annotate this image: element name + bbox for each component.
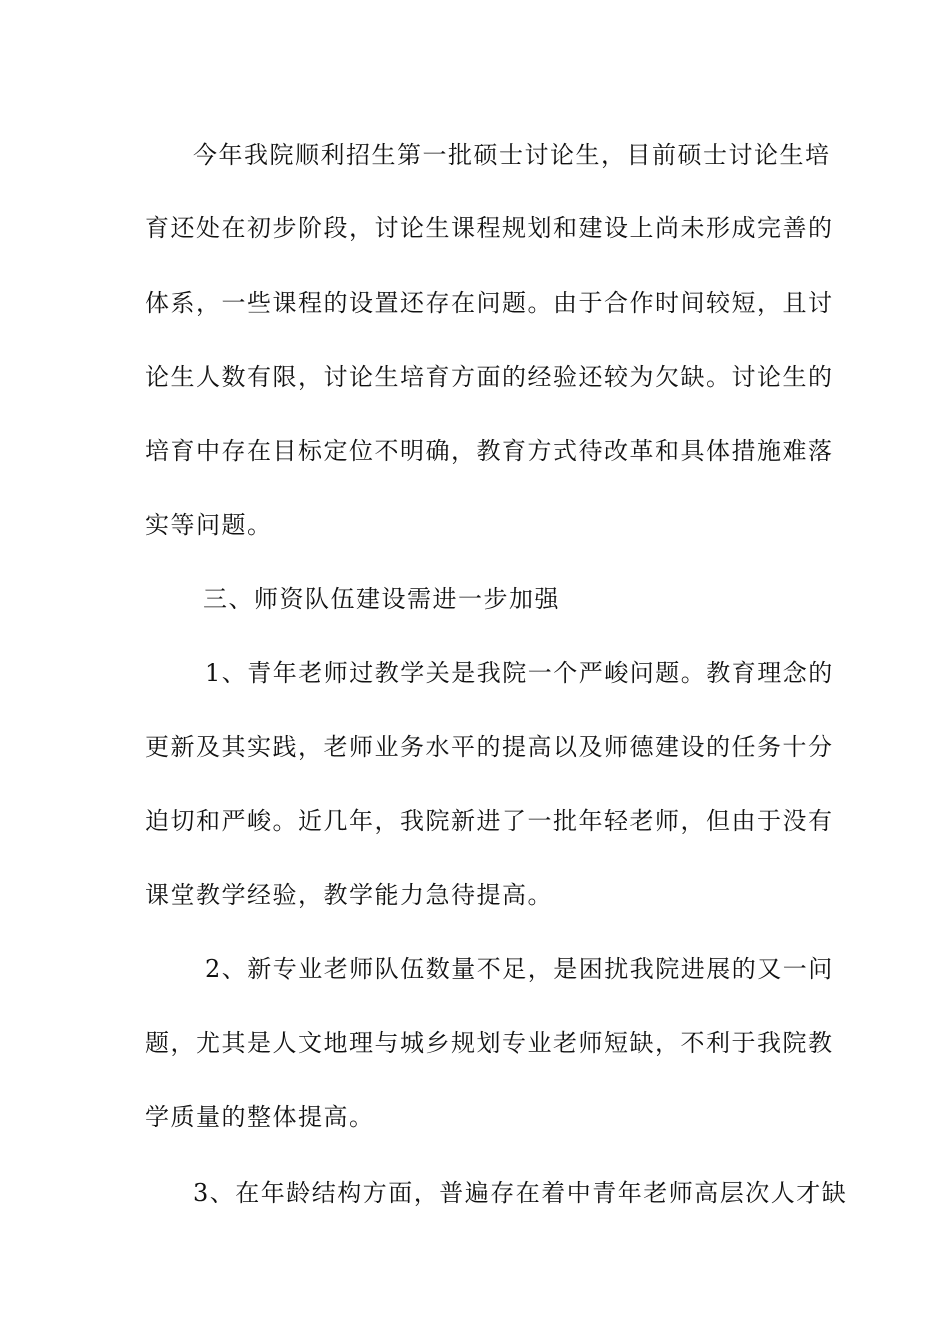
- paragraph-line: 题，尤其是人文地理与城乡规划专业老师短缺，不利于我院教: [145, 1029, 834, 1057]
- paragraph-line: 1、青年老师过教学关是我院一个严峻问题。教育理念的: [205, 659, 834, 687]
- paragraph-line: 课堂教学经验，教学能力急待提高。: [145, 881, 553, 909]
- paragraph-line: 2、新专业老师队伍数量不足，是困扰我院进展的又一问: [205, 955, 834, 983]
- paragraph-line: 实等问题。: [145, 511, 273, 539]
- paragraph-line: 今年我院顺利招生第一批硕士讨论生，目前硕士讨论生培: [193, 141, 831, 169]
- paragraph-line: 育还处在初步阶段，讨论生课程规划和建设上尚未形成完善的: [145, 214, 834, 242]
- paragraph-line: 3、在年龄结构方面，普遍存在着中青年老师高层次人才缺: [193, 1179, 848, 1207]
- paragraph-line: 学质量的整体提高。: [145, 1103, 375, 1131]
- paragraph-line: 更新及其实践，老师业务水平的提高以及师德建设的任务十分: [145, 733, 834, 761]
- paragraph-line: 迫切和严峻。近几年，我院新进了一批年轻老师，但由于没有: [145, 807, 834, 835]
- paragraph-line: 论生人数有限，讨论生培育方面的经验还较为欠缺。讨论生的: [145, 363, 834, 391]
- paragraph-line: 体系，一些课程的设置还存在问题。由于合作时间较短，且讨: [145, 289, 834, 317]
- section-heading: 三、师资队伍建设需进一步加强: [203, 585, 560, 613]
- paragraph-line: 培育中存在目标定位不明确，教育方式待改革和具体措施难落: [145, 437, 834, 465]
